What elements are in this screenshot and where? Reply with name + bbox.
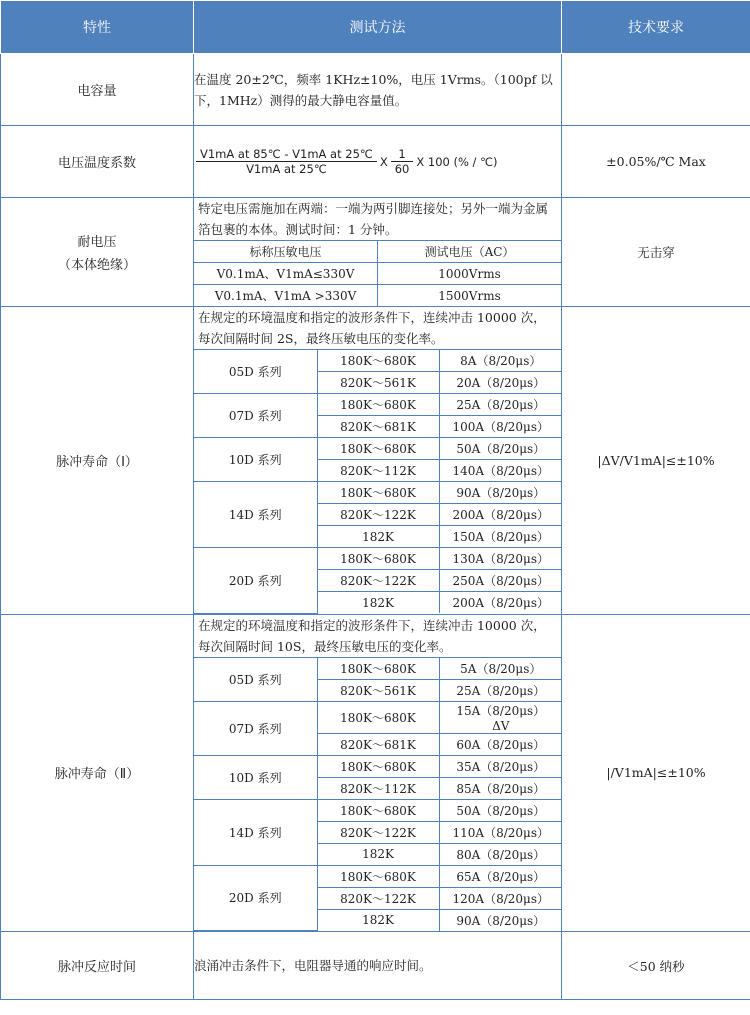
resistance-range-cell: 820K～681K bbox=[317, 416, 439, 438]
pulse1-method bbox=[194, 307, 562, 615]
formula-factor-den: 60 bbox=[391, 161, 414, 176]
surge-current-cell: 90A（8/20μs） bbox=[439, 909, 562, 931]
withstand-r2-cond: V0.1mA、V1mA >330V bbox=[194, 285, 378, 307]
surge-current-cell: 200A（8/20μs） bbox=[439, 592, 562, 614]
pulse1-subtable bbox=[194, 349, 562, 614]
capacitance-name: 电容量 bbox=[1, 54, 194, 126]
withstand-r1-value: 1000Vrms bbox=[378, 263, 562, 285]
surge-current-cell: 110A（8/20μs） bbox=[439, 821, 562, 843]
resistance-range-cell: 820K～681K bbox=[317, 733, 439, 755]
formula-factor-num: 1 bbox=[398, 147, 406, 161]
pulse-row bbox=[194, 394, 562, 416]
withstand-method bbox=[194, 198, 562, 307]
surge-current-cell: 65A（8/20μs） bbox=[439, 865, 562, 887]
formula-tail: X 100 (% / ℃) bbox=[416, 154, 498, 169]
pulse2-method bbox=[194, 614, 562, 932]
resistance-range-cell: 180K～680K bbox=[317, 438, 439, 460]
withstand-req: 无击穿 bbox=[562, 198, 750, 307]
resistance-range-cell: 820K～122K bbox=[317, 821, 439, 843]
series-cell: 05D 系列 bbox=[194, 350, 317, 394]
tempcoef-formula bbox=[194, 126, 562, 198]
capacitance-desc: 在温度 20±2℃，频率 1KHz±10%，电压 1Vrms。（100pf 以下，1MHz）测得的最大静电容量值。 bbox=[194, 54, 562, 126]
surge-current-cell: 140A（8/20μs） bbox=[439, 460, 562, 482]
surge-current-cell: 130A（8/20μs） bbox=[439, 548, 562, 570]
resistance-range-cell: 182K bbox=[317, 909, 439, 931]
resistance-range-cell: 180K～680K bbox=[317, 755, 439, 777]
resistance-range-cell: 820K～561K bbox=[317, 372, 439, 394]
response-name: 脉冲反应时间 bbox=[1, 932, 194, 1000]
withstand-desc: 特定电压需施加在两端：一端为两引脚连接处；另外一端为金属箔包裹的本体。测试时间：1 分钟。 bbox=[198, 201, 549, 237]
surge-current-cell: 250A（8/20μs） bbox=[439, 570, 562, 592]
resistance-range-cell: 182K bbox=[317, 592, 439, 614]
resistance-range-cell: 180K～680K bbox=[317, 657, 439, 679]
response-desc: 浪涌冲击条件下，电阻器导通的响应时间。 bbox=[194, 932, 562, 1000]
resistance-range-cell: 180K～680K bbox=[317, 865, 439, 887]
formula-denominator: V1mA at 25℃ bbox=[196, 161, 377, 176]
series-cell: 20D 系列 bbox=[194, 548, 317, 614]
resistance-range-cell: 180K～680K bbox=[317, 548, 439, 570]
pulse-row bbox=[194, 548, 562, 570]
series-cell: 07D 系列 bbox=[194, 394, 317, 438]
row-pulse-life-1 bbox=[1, 307, 750, 615]
series-cell: 14D 系列 bbox=[194, 482, 317, 548]
surge-current-cell: 15A（8/20μs） ΔV bbox=[439, 701, 562, 733]
pulse2-req: |/V1mA|≤±10% bbox=[562, 614, 750, 932]
pulse1-desc: 在规定的环境温度和指定的波形条件下，连续冲击 10000 次，每次间隔时间 2S，最终压敏电压的变化率。 bbox=[198, 310, 546, 346]
surge-current-cell: 25A（8/20μs） bbox=[439, 679, 562, 701]
pulse1-req: |ΔV/V1mA|≤±10% bbox=[562, 307, 750, 615]
series-cell: 07D 系列 bbox=[194, 701, 317, 755]
tempcoef-req: ±0.05%/℃ Max bbox=[562, 126, 750, 198]
pulse2-name: 脉冲寿命（Ⅱ） bbox=[1, 614, 194, 932]
withstand-subtable bbox=[194, 240, 561, 306]
series-cell: 14D 系列 bbox=[194, 799, 317, 865]
row-capacitance bbox=[1, 54, 750, 126]
pulse-row bbox=[194, 799, 562, 821]
surge-current-cell: 35A（8/20μs） bbox=[439, 755, 562, 777]
series-cell: 05D 系列 bbox=[194, 657, 317, 701]
pulse2-subtable bbox=[194, 657, 562, 932]
surge-current-cell: 60A（8/20μs） bbox=[439, 733, 562, 755]
series-cell: 10D 系列 bbox=[194, 438, 317, 482]
formula-main-fraction bbox=[198, 147, 375, 176]
resistance-range-cell: 182K bbox=[317, 526, 439, 548]
row-withstand bbox=[1, 198, 750, 307]
resistance-range-cell: 180K～680K bbox=[317, 394, 439, 416]
pulse-row bbox=[194, 755, 562, 777]
capacitance-req bbox=[562, 54, 750, 126]
surge-current-cell: 50A（8/20μs） bbox=[439, 799, 562, 821]
withstand-subname: （本体绝缘） bbox=[57, 258, 136, 273]
response-req: ＜50 纳秒 bbox=[562, 932, 750, 1000]
series-cell: 10D 系列 bbox=[194, 755, 317, 799]
surge-current-cell: 150A（8/20μs） bbox=[439, 526, 562, 548]
surge-current-cell: 120A（8/20μs） bbox=[439, 887, 562, 909]
surge-current-cell: 90A（8/20μs） bbox=[439, 482, 562, 504]
pulse1-name: 脉冲寿命（Ⅰ） bbox=[1, 307, 194, 615]
surge-current-cell: 25A（8/20μs） bbox=[439, 394, 562, 416]
resistance-range-cell: 820K～112K bbox=[317, 460, 439, 482]
header-requirement: 技术要求 bbox=[562, 1, 750, 54]
pulse-row bbox=[194, 350, 562, 372]
resistance-range-cell: 180K～680K bbox=[317, 701, 439, 733]
surge-current-cell: 80A（8/20μs） bbox=[439, 843, 562, 865]
header-row bbox=[1, 1, 750, 54]
resistance-range-cell: 180K～680K bbox=[317, 482, 439, 504]
withstand-name-cell bbox=[1, 198, 194, 307]
resistance-range-cell: 180K～680K bbox=[317, 799, 439, 821]
tempcoef-name: 电压温度系数 bbox=[1, 126, 194, 198]
resistance-range-cell: 820K～112K bbox=[317, 777, 439, 799]
resistance-range-cell: 820K～122K bbox=[317, 887, 439, 909]
surge-current-cell: 200A（8/20μs） bbox=[439, 504, 562, 526]
series-cell: 20D 系列 bbox=[194, 865, 317, 931]
row-response-time bbox=[1, 932, 750, 1000]
resistance-range-cell: 820K～122K bbox=[317, 570, 439, 592]
pulse-row bbox=[194, 865, 562, 887]
withstand-r2-value: 1500Vrms bbox=[378, 285, 562, 307]
withstand-th-testvoltage: 测试电压（AC） bbox=[378, 241, 562, 263]
formula-numerator: V1mA at 85℃ - V1mA at 25℃ bbox=[200, 147, 373, 161]
pulse-row bbox=[194, 482, 562, 504]
withstand-r1-cond: V0.1mA、V1mA≤330V bbox=[194, 263, 378, 285]
resistance-range-cell: 820K～122K bbox=[317, 504, 439, 526]
surge-current-cell: 50A（8/20μs） bbox=[439, 438, 562, 460]
header-characteristic: 特性 bbox=[1, 1, 194, 54]
pulse2-desc: 在规定的环境温度和指定的波形条件下，连续冲击 10000 次，每次间隔时间 10S，最终压敏电压的变化率。 bbox=[198, 617, 546, 654]
pulse-row bbox=[194, 657, 562, 679]
formula-times: X bbox=[379, 154, 388, 169]
pulse-row bbox=[194, 438, 562, 460]
surge-current-cell: 8A（8/20μs） bbox=[439, 350, 562, 372]
pulse-row bbox=[194, 701, 562, 733]
resistance-range-cell: 180K～680K bbox=[317, 350, 439, 372]
row-temp-coefficient bbox=[1, 126, 750, 198]
surge-current-cell: 100A（8/20μs） bbox=[439, 416, 562, 438]
resistance-range-cell: 820K～561K bbox=[317, 679, 439, 701]
surge-current-cell: 85A（8/20μs） bbox=[439, 777, 562, 799]
resistance-range-cell: 182K bbox=[317, 843, 439, 865]
surge-current-cell: 5A（8/20μs） bbox=[439, 657, 562, 679]
formula-factor bbox=[393, 147, 412, 176]
surge-current-cell: 20A（8/20μs） bbox=[439, 372, 562, 394]
withstand-th-voltage: 标称压敏电压 bbox=[194, 241, 378, 263]
row-pulse-life-2 bbox=[1, 614, 750, 932]
header-test-method: 测试方法 bbox=[194, 1, 562, 54]
withstand-name: 耐电压 bbox=[77, 235, 117, 250]
